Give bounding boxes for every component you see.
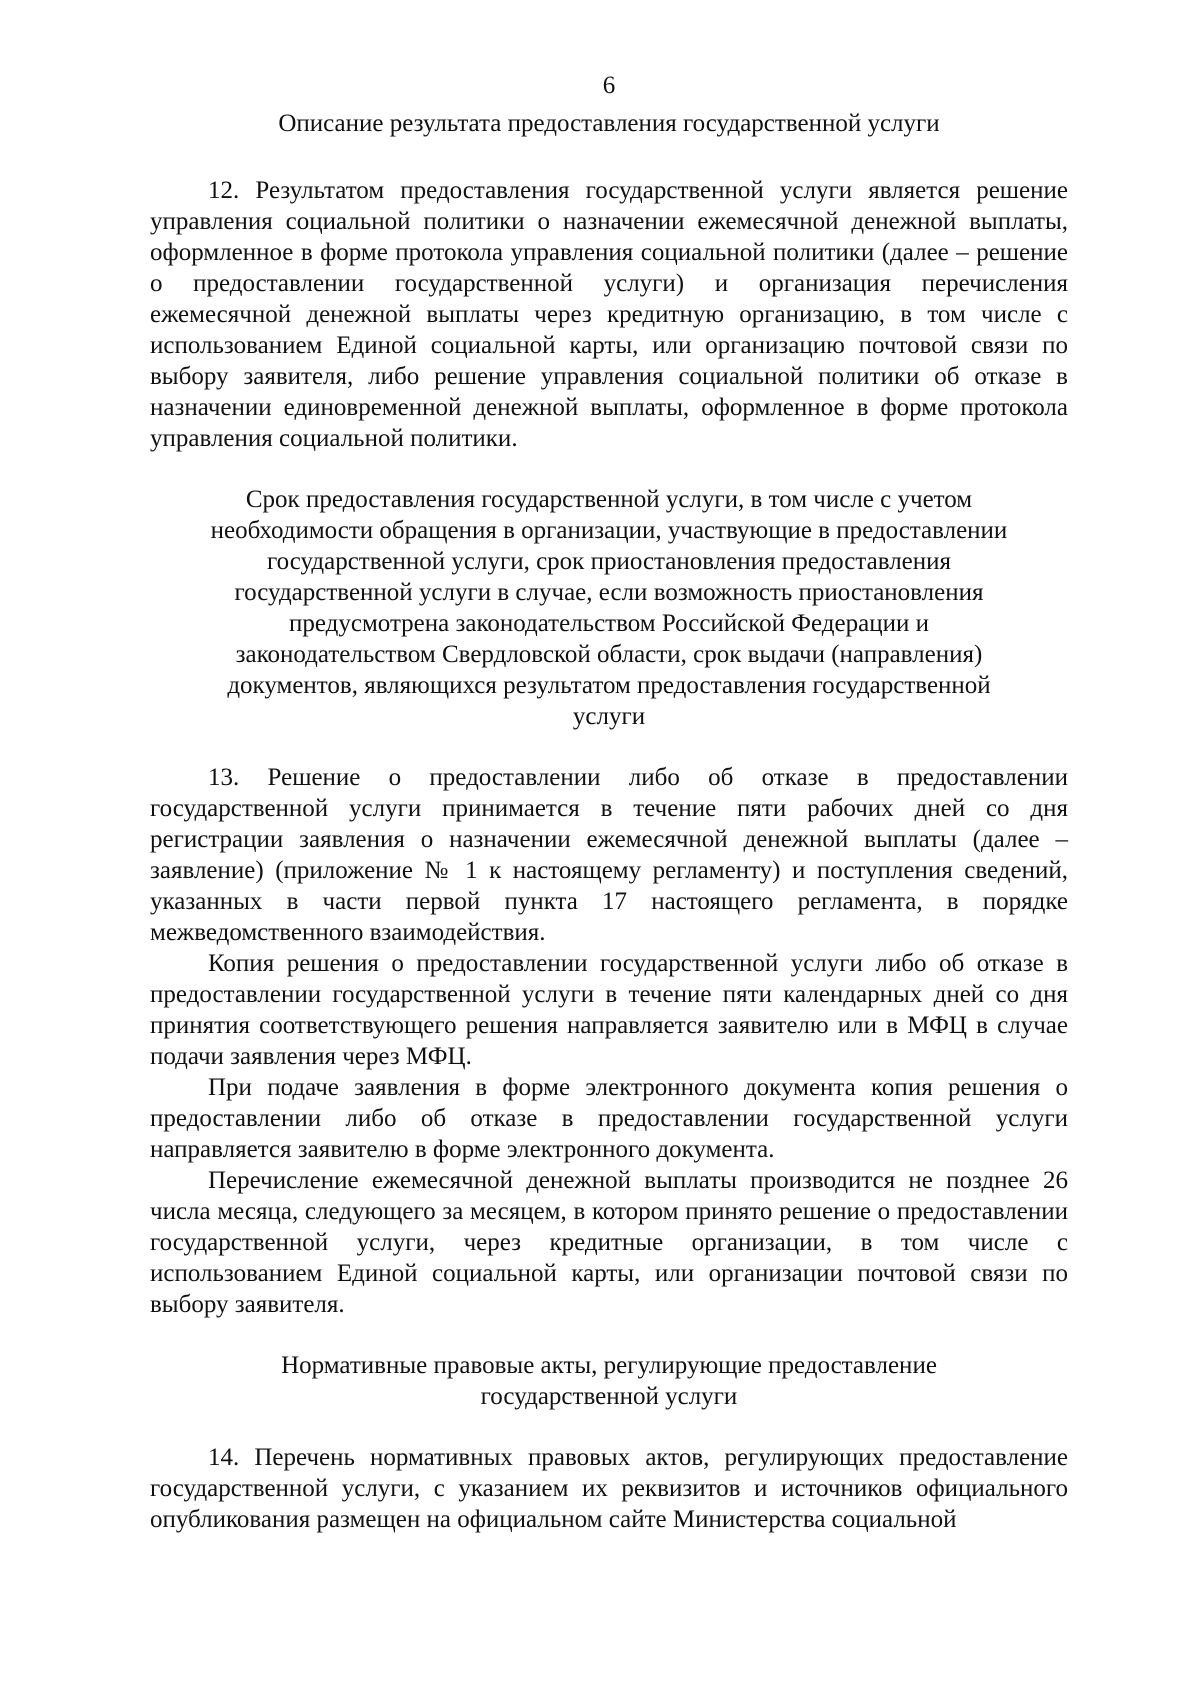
paragraph-13-transfer: Перечисление ежемесячной денежной выплаты производится не позднее 26 числа месяца, следующего за месяцем, в котором принято решение о предоставлении государственной услуги, через кредитные организации, в том числе с использованием Единой социальной карты, или организации почтовой связи по выбору заявителя. xyxy=(150,1167,1068,1318)
heading-acts-line2: государственной услуги xyxy=(480,1383,738,1410)
paragraph-13-electronic: При подаче заявления в форме электронного документа копия решения о предоставлении либо об отказе в предоставлении государственной услуги направляется заявителю в форме электронного документа. xyxy=(150,1074,1068,1163)
heading-acts-line1: Нормативные правовые акты, регулирующие предоставление xyxy=(281,1352,937,1379)
paragraph-12: 12. Результатом предоставления государственной услуги является решение управления социальной политики о назначении ежемесячной денежной выплаты, оформленное в форме протокола управления социальной политики (далее – решение о предоставлении государственной услуги) и организация перечисления ежемесячной денежной выплаты через кредитную организацию, в том числе с использованием Единой социальной карты, или организацию почтовой связи по выбору заявителя, либо решение управления социальной политики об отказе в назначении единовременной денежной выплаты, оформленное в форме протокола управления социальной политики. xyxy=(150,177,1068,452)
heading-result: Описание результата предоставления государственной услуги xyxy=(278,110,940,137)
heading-term: Срок предоставления государственной услуги, в том числе с учетом необходимости обращения в организации, участвующие в предоставлении государственной услуги, срок приостановления предоставления государственной услуги в случае, если возможность приостановления предусмотрена законодательством Российской Федерации и законодательством Свердловской области, срок выдачи (направления) документов, являющихся результатом предоставления государственной услуги xyxy=(210,486,1008,730)
page-number: 6 xyxy=(602,72,616,99)
document-page xyxy=(150,70,1068,1535)
paragraph-14: 14. Перечень нормативных правовых актов, регулирующих предоставление государственной услуги, с указанием их реквизитов и источников официального опубликования размещен на официальном сайте Министерства социальной xyxy=(150,1444,1068,1533)
paragraph-13: 13. Решение о предоставлении либо об отказе в предоставлении государственной услуги принимается в течение пяти рабочих дней со дня регистрации заявления о назначении ежемесячной денежной выплаты (далее – заявление) (приложение № 1 к настоящему регламенту) и поступления сведений, указанных в части первой пункта 17 настоящего регламента, в порядке межведомственного взаимодействия. xyxy=(150,764,1068,946)
paragraph-13-copy: Копия решения о предоставлении государственной услуги либо об отказе в предоставлении государственной услуги в течение пяти календарных дней со дня принятия соответствующего решения направляется заявителю или в МФЦ в случае подачи заявления через МФЦ. xyxy=(150,950,1068,1070)
